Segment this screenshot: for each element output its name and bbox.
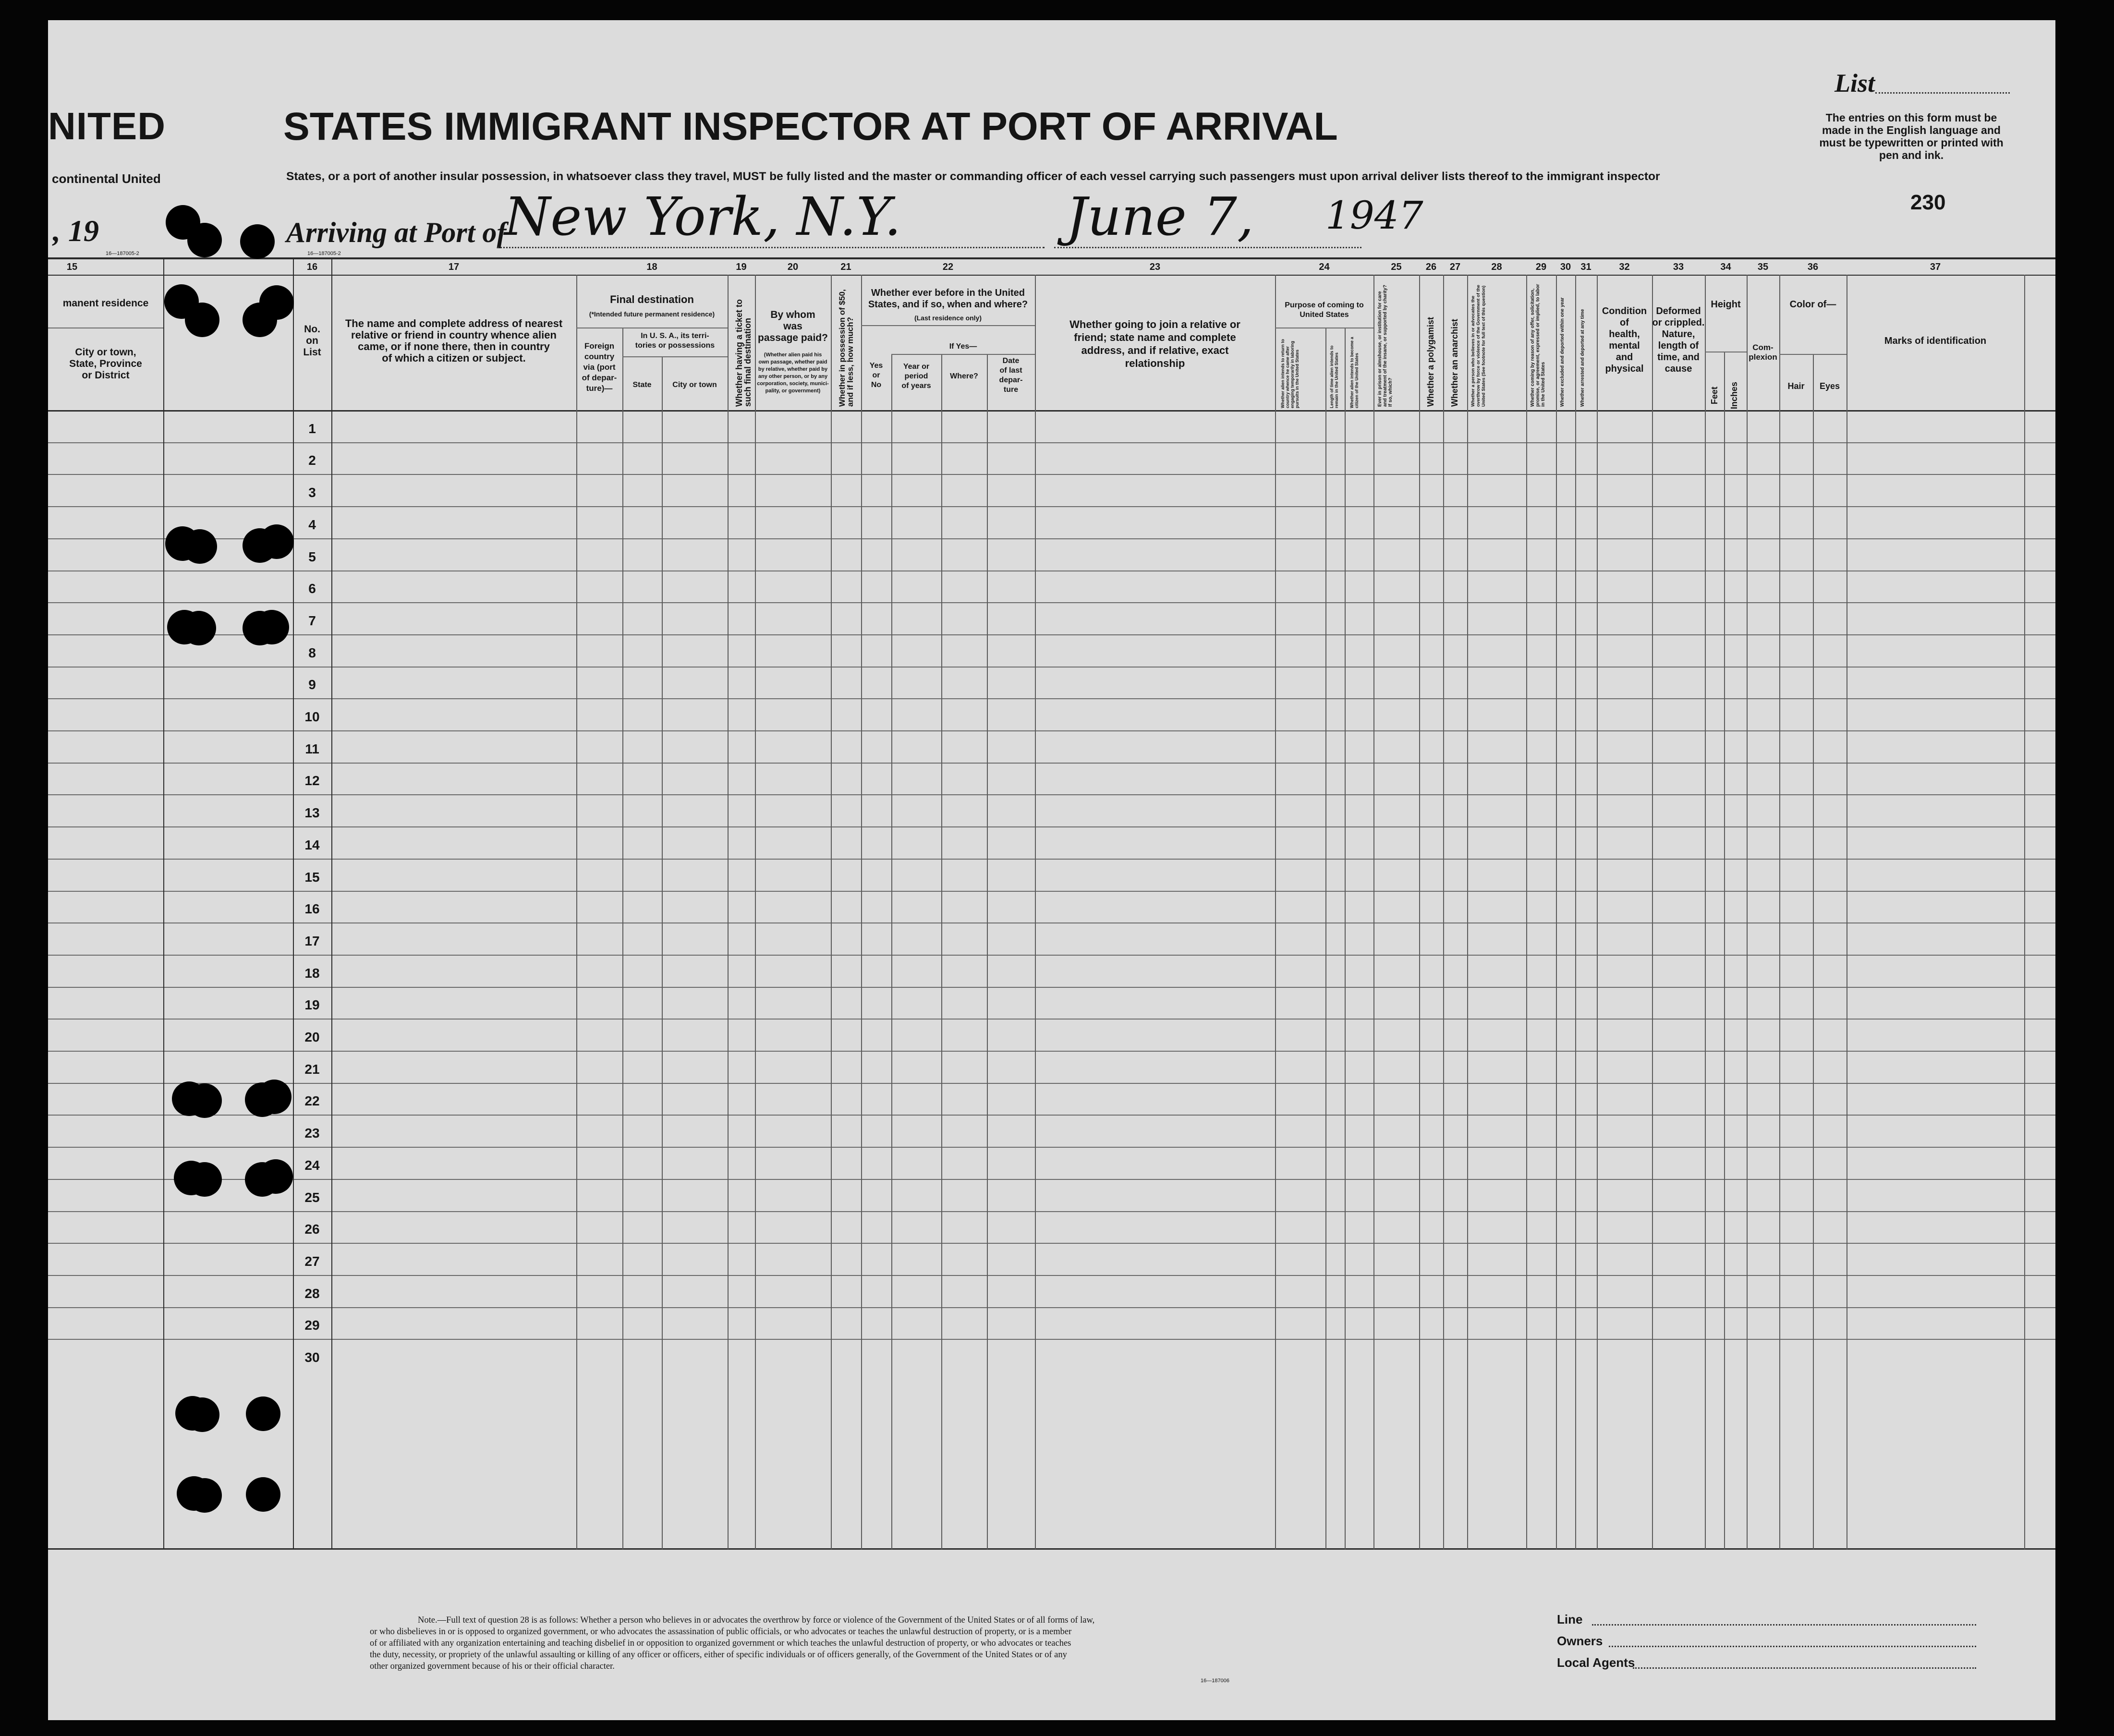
- col-number-15: 15: [66, 262, 78, 272]
- arriving-label: Arriving at Port of: [286, 217, 507, 248]
- c36-hair: Hair: [1787, 381, 1805, 391]
- c22-date: Date of last depar- ture: [999, 357, 1023, 394]
- c18-note: (*Intended future permanent residence): [589, 310, 715, 318]
- c18-foreign: Foreign country via (port of depar- ture)—: [582, 341, 617, 393]
- row-number: 20: [304, 1030, 320, 1044]
- punch-hole: [187, 1083, 222, 1118]
- row-rule: [48, 1115, 2055, 1116]
- c17-header: The name and complete address of nearest relative or friend in country whence alien came, or if none there, then in country of which a citizen or subject.: [345, 317, 563, 364]
- line-label: Line: [1557, 1612, 1583, 1627]
- punch-hole: [240, 224, 275, 259]
- col-sep: [1813, 354, 1814, 1549]
- punch-hole: [185, 303, 219, 337]
- row-number: 10: [304, 709, 320, 724]
- col-sep: [1035, 275, 1036, 1549]
- col-sep: [293, 257, 294, 1549]
- punch-hole: [182, 611, 216, 645]
- sub-rule: [1779, 354, 1847, 355]
- row-rule: [48, 634, 2055, 635]
- form-code-left: 16—187005-2: [106, 251, 139, 256]
- c18-title: Final destination: [610, 293, 694, 305]
- col-number-36: 36: [1807, 262, 1819, 272]
- col-sep: [1575, 275, 1576, 1549]
- c22-title: Whether ever before in the United States, and if so, when and where?: [868, 288, 1028, 310]
- col-number-21: 21: [840, 262, 851, 272]
- punch-hole: [185, 1397, 219, 1432]
- page-subtitle: States, or a port of another insular possession, in whatsoever class they travel, MUST be fully listed and the master or commanding officer of each vessel carrying such passengers must upon arrival deliver lists thereof to the immigrant inspector: [286, 170, 1660, 183]
- table-top-rule: [48, 257, 2055, 259]
- col-number-20: 20: [787, 262, 799, 272]
- table-bottom-rule: [48, 1548, 2055, 1550]
- row-number: 21: [304, 1062, 320, 1077]
- c34-feet: Feet: [1710, 386, 1719, 404]
- footnote: Note.—Full text of question 28 is as follows: Whether a person who believes in or advocates the overthrow by force or violence of the Government of the United States or of all forms of law, or who disbelieves in or is opposed to organized government, or who advocates the assassination of public officials, or who advocates or teaches the unlawful destruction of property, or is a member of or affiliated with any organization entertaining and teaching disbelief in or opposition to organized government or which teaches the unlawful destruction of property, or who advocates or teaches the duty, necessity, or propriety of the unlawful assaulting or killing of any officer or officers, either of specific individuals or of officers generally, of the Government of the United States or of any other organized government because of his or their official character.: [370, 1615, 1095, 1671]
- c15-sub: City or town, State, Province or District: [69, 347, 142, 381]
- c15-header: manent residence: [62, 298, 149, 309]
- row-number: 23: [304, 1126, 320, 1141]
- row-number: 4: [308, 517, 316, 532]
- c33-header: Deformed or crippled. Nature, length of time, and cause: [1652, 306, 1705, 374]
- col-number-18: 18: [646, 262, 657, 272]
- manifest-sheet: [48, 20, 2055, 1720]
- punch-hole: [246, 1477, 280, 1512]
- row-rule: [48, 538, 2055, 539]
- row-number: 19: [304, 997, 320, 1012]
- c16-header: No. on List: [303, 324, 321, 358]
- row-number: 25: [304, 1190, 320, 1205]
- row-rule: [48, 987, 2055, 988]
- row-number: 5: [308, 549, 316, 564]
- row-number: 28: [304, 1286, 320, 1301]
- c23-header: Whether going to join a relative or friend; state name and complete address, and if relative, exact relationship: [1069, 318, 1240, 369]
- c24-citizen: Whether alien intends to become a citizen of the United States: [1349, 337, 1359, 408]
- row-rule: [48, 442, 2055, 443]
- row-rule: [48, 1179, 2055, 1180]
- c18-usa: In U. S. A., its terri- tories or possessions: [635, 332, 715, 350]
- col-sep: [1556, 275, 1557, 1549]
- col-number-27: 27: [1449, 262, 1461, 272]
- col-number-26: 26: [1425, 262, 1437, 272]
- line-fill: [1592, 1624, 1976, 1626]
- col-number-34: 34: [1720, 262, 1731, 272]
- row-number: 13: [304, 805, 320, 820]
- punch-hole: [187, 223, 222, 257]
- row-number: 9: [308, 677, 316, 692]
- punch-hole: [246, 1396, 280, 1431]
- partial-title-left: NITED: [48, 105, 166, 147]
- c19-header: Whether having a ticket to such final destination: [734, 299, 753, 407]
- sub-rule: [891, 354, 1035, 355]
- c31-header: Whether arrested and deported at any time: [1580, 309, 1585, 407]
- c20-note: (Whether alien paid his own passage, whether paid by relative, whether paid by any other person, or by any corporation, society, munici- pality, or government): [757, 352, 829, 394]
- col-sep: [1345, 328, 1346, 1549]
- row-number: 2: [308, 453, 316, 468]
- year-handwritten: 1947: [1325, 193, 1423, 238]
- col-number-29: 29: [1535, 262, 1547, 272]
- c18-city: City or town: [672, 381, 717, 389]
- col-sep: [1705, 275, 1706, 1549]
- agents-label: Local Agents: [1557, 1655, 1635, 1670]
- footer-form-code: 16—187006: [1201, 1678, 1229, 1684]
- row-rule: [48, 859, 2055, 860]
- year-prefix: , 19: [53, 214, 99, 248]
- row-rule: [48, 1051, 2055, 1052]
- row-number: 16: [304, 901, 320, 916]
- c22-ifyes: If Yes—: [949, 342, 977, 351]
- owners-label: Owners: [1557, 1634, 1603, 1648]
- c24-length: Length of time alien intends to remain in the United States: [1329, 345, 1339, 408]
- c22-where: Where?: [950, 372, 978, 380]
- col-sep: [1652, 275, 1653, 1549]
- row-rule: [48, 955, 2055, 956]
- punch-hole: [259, 524, 294, 559]
- row-number: 22: [304, 1093, 320, 1108]
- c35-header: Com- plexion: [1749, 343, 1777, 362]
- c36-eyes: Eyes: [1819, 381, 1840, 391]
- punch-hole: [258, 1159, 293, 1194]
- row-number: 12: [304, 773, 320, 788]
- row-rule: [48, 474, 2055, 475]
- col-sep: [1597, 275, 1598, 1549]
- col-number-16: 16: [306, 262, 318, 272]
- col-sep: [831, 275, 832, 1549]
- c22-yesno: Yes or No: [869, 362, 883, 389]
- col-sep: [941, 354, 942, 1549]
- punch-hole: [187, 1478, 222, 1513]
- row-rule: [48, 1339, 2055, 1340]
- sub-rule: [622, 356, 728, 357]
- sub-rule: [861, 325, 1035, 326]
- row-rule: [48, 506, 2055, 507]
- c34-inches: Inches: [1729, 381, 1739, 409]
- col-sep: [2024, 275, 2025, 1549]
- row-rule: [48, 602, 2055, 603]
- row-number: 14: [304, 838, 320, 852]
- col-sep: [1779, 275, 1780, 1549]
- row-number: 18: [304, 966, 320, 981]
- col-sep: [1275, 275, 1276, 1549]
- punch-hole: [259, 285, 294, 320]
- col-sep: [1526, 275, 1527, 1549]
- c36-title: Color of—: [1789, 299, 1836, 310]
- row-rule: [48, 826, 2055, 827]
- col-sep: [331, 257, 332, 1549]
- form-code-mid: 16—187005-2: [307, 251, 341, 256]
- row-rule: [48, 794, 2055, 795]
- c22-note: (Last residence only): [914, 314, 982, 322]
- col-sep: [891, 354, 892, 1549]
- row-number: 3: [308, 485, 316, 500]
- col-sep: [1724, 352, 1725, 1549]
- c28-header: Whether a person who believes in or advocates the overthrow by force or violence of the Government of the United States (See footnote for full text of this question): [1470, 285, 1486, 407]
- col-number-35: 35: [1757, 262, 1769, 272]
- row-rule: [48, 891, 2055, 892]
- c22-year: Year or period of years: [901, 363, 931, 390]
- row-number: 27: [304, 1254, 320, 1269]
- row-number: 1: [308, 421, 316, 436]
- c37-header: Marks of identification: [1884, 336, 1987, 346]
- punch-hole: [255, 610, 289, 644]
- col-sep: [1373, 275, 1374, 1549]
- col-number-22: 22: [942, 262, 954, 272]
- c21-header: Whether in possession of $50, and if less, how much?: [838, 289, 855, 407]
- col-number-31: 31: [1580, 262, 1592, 272]
- row-number: 26: [304, 1222, 320, 1237]
- col-sep: [1325, 328, 1326, 1549]
- row-number: 7: [308, 613, 316, 628]
- col-sep: [622, 328, 623, 1549]
- date-handwritten: June 7,: [1066, 186, 1254, 247]
- col-number-37: 37: [1930, 262, 1941, 272]
- c20-header: By whom was passage paid?: [758, 309, 828, 343]
- col-sep: [1443, 275, 1444, 1549]
- c24-return: Whether alien intends to return to country whence he came after engaging temporarily in laboring pursuits in the United States: [1280, 339, 1300, 408]
- instructions: The entries on this form must be made in the English language and must be typewritten or printed with pen and ink.: [1819, 111, 2004, 161]
- partial-subtitle-left: continental United: [52, 171, 161, 186]
- col-sep: [861, 275, 862, 1549]
- col-number-25: 25: [1391, 262, 1402, 272]
- col-number-30: 30: [1560, 262, 1571, 272]
- col-number-24: 24: [1319, 262, 1330, 272]
- c18-state: State: [632, 381, 652, 389]
- punch-hole: [187, 1162, 222, 1197]
- col-number-17: 17: [448, 262, 460, 272]
- row-rule: [48, 1243, 2055, 1244]
- row-rule: [48, 1211, 2055, 1212]
- col-number-33: 33: [1673, 262, 1684, 272]
- header-bottom-rule: [48, 410, 2055, 412]
- row-number: 29: [304, 1318, 320, 1333]
- col-sep: [163, 257, 164, 1549]
- port-handwritten: New York, N.Y.: [504, 186, 901, 247]
- c30-header: Whether excluded and deported within one year: [1560, 297, 1565, 407]
- row-rule: [48, 763, 2055, 764]
- col-number-19: 19: [736, 262, 747, 272]
- row-rule: [48, 667, 2055, 668]
- row-number: 11: [305, 741, 319, 756]
- col-number-32: 32: [1619, 262, 1630, 272]
- row-number: 6: [308, 581, 316, 596]
- c27-header: Whether an anarchist: [1450, 318, 1459, 407]
- col-sep: [1467, 275, 1468, 1549]
- owners-fill: [1609, 1646, 1976, 1647]
- c25-header: Ever in prison or almshouse, or institution for care and treatment of the insane, or supported by charity? If so, which?: [1377, 285, 1393, 407]
- c24-title: Purpose of coming to United States: [1285, 301, 1364, 319]
- c32-header: Condition of health, mental and physical: [1602, 306, 1647, 374]
- row-rule: [48, 730, 2055, 731]
- col-sep: [576, 275, 577, 1549]
- row-number: 15: [304, 870, 320, 885]
- col-number-28: 28: [1491, 262, 1502, 272]
- col-sep: [728, 275, 729, 1549]
- col-sep: [755, 275, 756, 1549]
- row-rule: [48, 1147, 2055, 1148]
- row-number: 24: [304, 1158, 320, 1173]
- page-number: 230: [1910, 191, 1946, 214]
- col-number-23: 23: [1149, 262, 1161, 272]
- column-number-rule: [48, 275, 2055, 276]
- row-rule: [48, 1275, 2055, 1276]
- col-sep: [662, 356, 663, 1549]
- row-rule: [48, 1019, 2055, 1020]
- row-rule: [48, 1307, 2055, 1308]
- row-number: 8: [308, 645, 316, 660]
- agents-fill: [1633, 1667, 1976, 1669]
- col-sep: [1419, 275, 1420, 1549]
- c34-title: Height: [1711, 299, 1741, 310]
- row-number: 17: [304, 934, 320, 948]
- row-rule: [48, 1083, 2055, 1084]
- page-title: STATES IMMIGRANT INSPECTOR AT PORT OF ARRIVAL: [283, 105, 1338, 148]
- list-fill-line: [1875, 92, 2010, 94]
- row-number: 30: [304, 1350, 320, 1365]
- list-label: List: [1835, 69, 1875, 97]
- punch-hole: [257, 1080, 292, 1114]
- punch-hole: [182, 529, 217, 564]
- row-rule: [48, 698, 2055, 699]
- c26-header: Whether a polygamist: [1426, 316, 1435, 407]
- col-sep: [987, 354, 988, 1549]
- col-sep: [1747, 275, 1748, 1549]
- c29-header: Whether coming by reason of any offer, solicitation, promise, or agreement, expressed or implied, to labor in the United States: [1530, 284, 1546, 407]
